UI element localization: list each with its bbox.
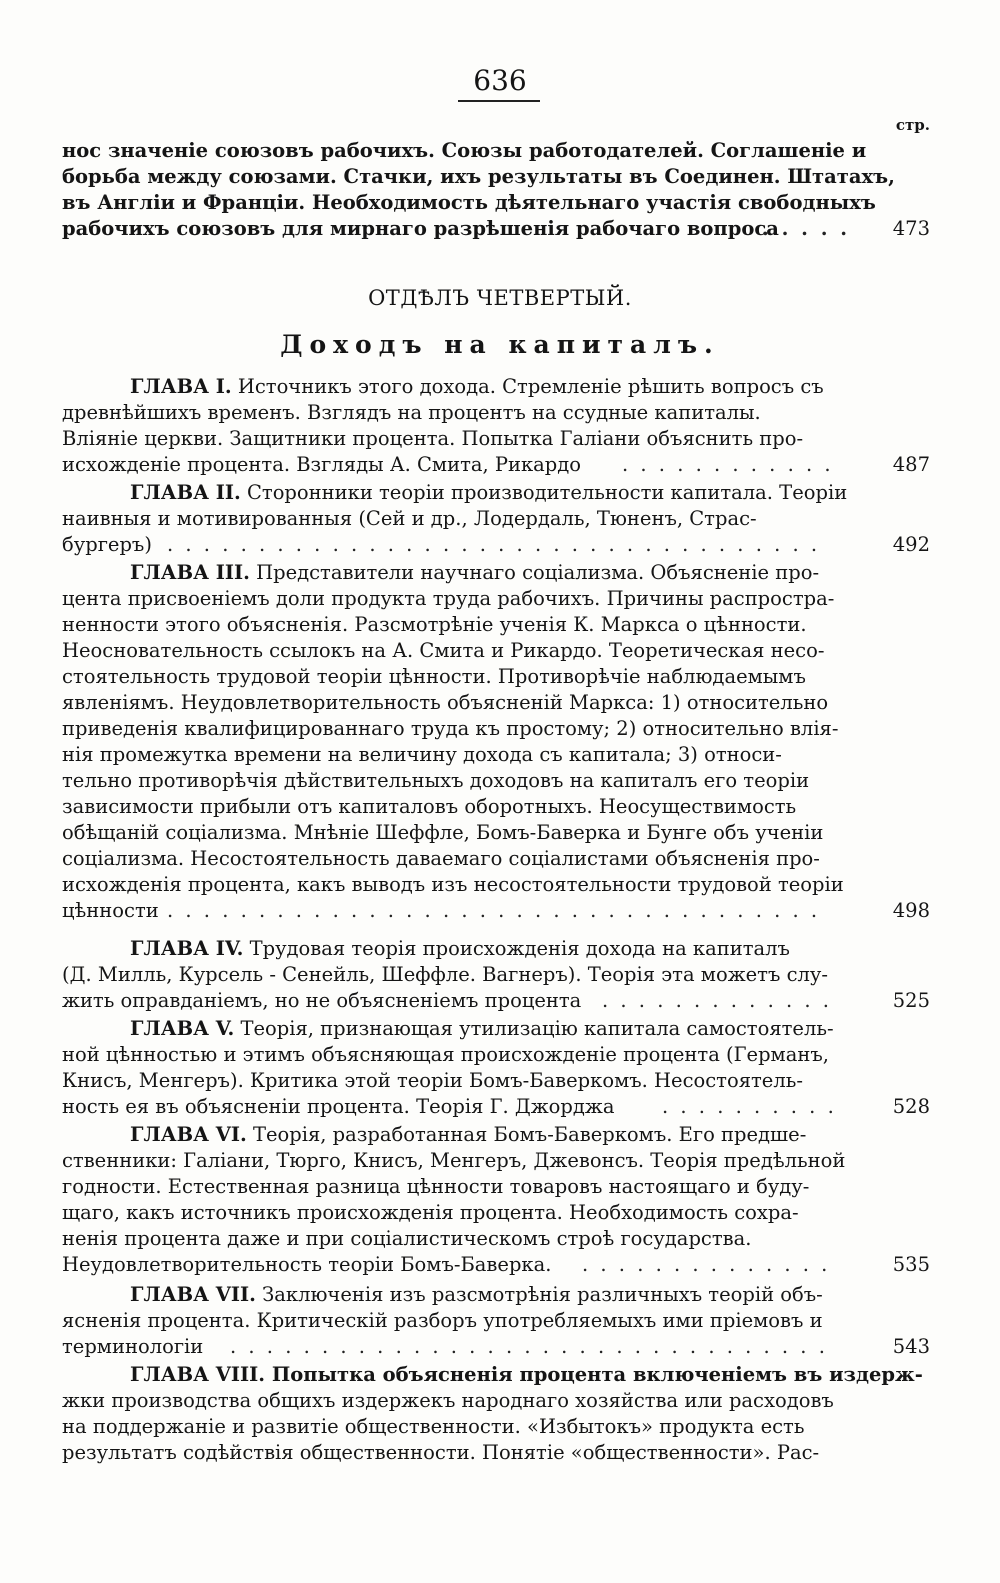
- page-column-header: стр.: [895, 116, 930, 134]
- toc-line: приведенія квалифицированнаго труда къ простому; 2) относительно влія-: [62, 717, 839, 740]
- toc-line: (Д. Милль, Курсель - Сенейль, Шеффле. Вагнеръ). Теорія эта можетъ слу-: [62, 963, 828, 986]
- part-title: Доходъ на капиталъ.: [280, 330, 720, 359]
- toc-line: борьба между союзами. Стачки, ихъ результаты въ Соединен. Штатахъ,: [62, 165, 895, 188]
- toc-line: ственники: Галіани, Тюрго, Книсъ, Менгеръ, Джевонсъ. Теорія предѣльной: [62, 1149, 846, 1172]
- toc-line: Книсъ, Менгеръ). Критика этой теоріи Бомъ-Баверкомъ. Несостоятель-: [62, 1069, 803, 1092]
- toc-line: ность ея въ объясненіи процента. Теорія Г. Джорджа . . . . . . . . . . 528: [62, 1095, 930, 1118]
- toc-line: древнѣйшихъ временъ. Взглядъ на процентъ на ссудные капиталы.: [62, 401, 761, 424]
- toc-entry-chapter-1: [62, 374, 930, 478]
- toc-line: зависимости прибыли отъ капиталовъ оборотныхъ. Неосуществимость: [62, 795, 797, 818]
- toc-line: стоятельность трудовой теоріи цѣнности. Противорѣчіе наблюдаемымъ: [62, 665, 806, 688]
- toc-line: ГЛАВА V. Теорія, признающая утилизацію капитала самостоятель-: [130, 1017, 834, 1040]
- toc-entry-chapter-2: [62, 480, 930, 558]
- toc-line: ГЛАВА VI. Теорія, разработанная Бомъ-Баверкомъ. Его предше-: [130, 1123, 807, 1146]
- toc-page-number: 528: [892, 1095, 930, 1118]
- toc-page-number: 473: [892, 217, 930, 240]
- toc-line: соціализма. Несостоятельность даваемаго соціалистами объясненія про-: [62, 847, 820, 870]
- toc-page-number: 492: [892, 533, 930, 556]
- toc-entry-chapter-8: [62, 1362, 930, 1466]
- toc-line: ненія процента даже и при соціалистическомъ строѣ государства.: [62, 1227, 752, 1250]
- toc-line: ненности этого объясненія. Разсмотрѣніе ученія К. Маркса о цѣнности.: [62, 613, 807, 636]
- page-number-rule: [458, 100, 540, 102]
- toc-line: результатъ содѣйствія общественности. Понятіе «общественности». Рас-: [62, 1441, 820, 1464]
- toc-line: въ Англіи и Франціи. Необходимость дѣятельнаго участія свободныхъ: [62, 191, 876, 214]
- toc-line: нія промежутка времени на величину дохода съ капитала; 3) относи-: [62, 743, 782, 766]
- toc-line: ГЛАВА II. Сторонники теоріи производительности капитала. Теоріи: [130, 481, 848, 504]
- toc-line: явленіямъ. Неудовлетворительность объясненій Маркса: 1) относительно: [62, 691, 829, 714]
- toc-line: рабочихъ союзовъ для мирнаго разрѣшенія рабочаго вопроса . . . . . 473: [62, 217, 930, 240]
- section-title: ОТДѢЛЪ ЧЕТВЕРТЫЙ.: [368, 286, 632, 310]
- toc-line: цѣнности . . . . . . . . . . . . . . . . . . . . . . . . . . . . . . . . . . . . 498: [62, 899, 930, 922]
- toc-line: годности. Естественная разница цѣнности товаровъ настоящаго и буду-: [62, 1175, 810, 1198]
- toc-page-number: 535: [892, 1253, 930, 1276]
- toc-line: ясненія процента. Критическій разборъ употребляемыхъ ими пріемовъ и: [62, 1309, 823, 1332]
- toc-line: щаго, какъ источникъ происхожденія процента. Необходимость сохра-: [62, 1201, 799, 1224]
- toc-line: исхожденіе процента. Взгляды А. Смита, Рикардо . . . . . . . . . . . . 487: [62, 453, 930, 476]
- toc-line: Неосновательность ссылокъ на А. Смита и Рикардо. Теоретическая несо-: [62, 639, 825, 662]
- toc-line: Неудовлетворительность теоріи Бомъ-Баверка. . . . . . . . . . . . . . . 535: [62, 1253, 930, 1276]
- toc-entry-chapter-3: [62, 560, 930, 924]
- toc-line: ГЛАВА VIII. Попытка объясненія процента включеніемъ въ издерж-: [130, 1363, 923, 1386]
- toc-page-number: 543: [892, 1335, 930, 1358]
- toc-page-number: 498: [892, 899, 930, 922]
- toc-page-number: 487: [892, 453, 930, 476]
- toc-page-number: 525: [892, 989, 930, 1012]
- toc-line: ГЛАВА VII. Заключенія изъ разсмотрѣнія различныхъ теорій объ-: [130, 1283, 823, 1306]
- toc-entry-chapter-6: [62, 1122, 930, 1278]
- toc-entry-chapter-7: [62, 1282, 930, 1360]
- toc-line: бургеръ) . . . . . . . . . . . . . . . . . . . . . . . . . . . . . . . . . . . . 492: [62, 533, 930, 556]
- toc-line: нос значеніе союзовъ рабочихъ. Союзы работодателей. Соглашеніе и: [62, 139, 867, 162]
- toc-line: на поддержаніе и развитіе общественности. «Избытокъ» продукта есть: [62, 1415, 805, 1438]
- toc-line: ГЛАВА IV. Трудовая теорія происхожденія дохода на капиталъ: [130, 937, 790, 960]
- toc-line: наивныя и мотивированныя (Сей и др., Лодердаль, Тюненъ, Страс-: [62, 507, 757, 530]
- toc-line: Вліяніе церкви. Защитники процента. Попытка Галіани объяснить про-: [62, 427, 804, 450]
- page-number: 636: [473, 64, 527, 97]
- toc-line: ГЛАВА I. Источникъ этого дохода. Стремленіе рѣшить вопросъ съ: [130, 375, 824, 398]
- toc-line: исхожденія процента, какъ выводъ изъ несостоятельности трудовой теоріи: [62, 873, 844, 896]
- toc-entry-chapter-4: [62, 936, 930, 1014]
- toc-line: жить оправданіемъ, но не объясненіемъ процента . . . . . . . . . . . . . 525: [62, 989, 930, 1012]
- toc-line: ГЛАВА III. Представители научнаго соціализма. Объясненіе про-: [130, 561, 820, 584]
- toc-line: ной цѣнностью и этимъ объясняющая происхожденіе процента (Германъ,: [62, 1043, 829, 1066]
- toc-line: терминологіи . . . . . . . . . . . . . . . . . . . . . . . . . . . . . . . . . 543: [62, 1335, 930, 1358]
- toc-line: цента присвоеніемъ доли продукта труда рабочихъ. Причины распростра-: [62, 587, 835, 610]
- toc-line: жки производства общихъ издержекъ народнаго хозяйства или расходовъ: [62, 1389, 834, 1412]
- toc-line: тельно противорѣчія дѣйствительныхъ доходовъ на капиталъ его теоріи: [62, 769, 810, 792]
- toc-line: обѣщаній соціализма. Мнѣніе Шеффле, Бомъ-Баверка и Бунге объ ученіи: [62, 821, 824, 844]
- toc-entry-continuation: [62, 138, 930, 242]
- toc-entry-chapter-5: [62, 1016, 930, 1120]
